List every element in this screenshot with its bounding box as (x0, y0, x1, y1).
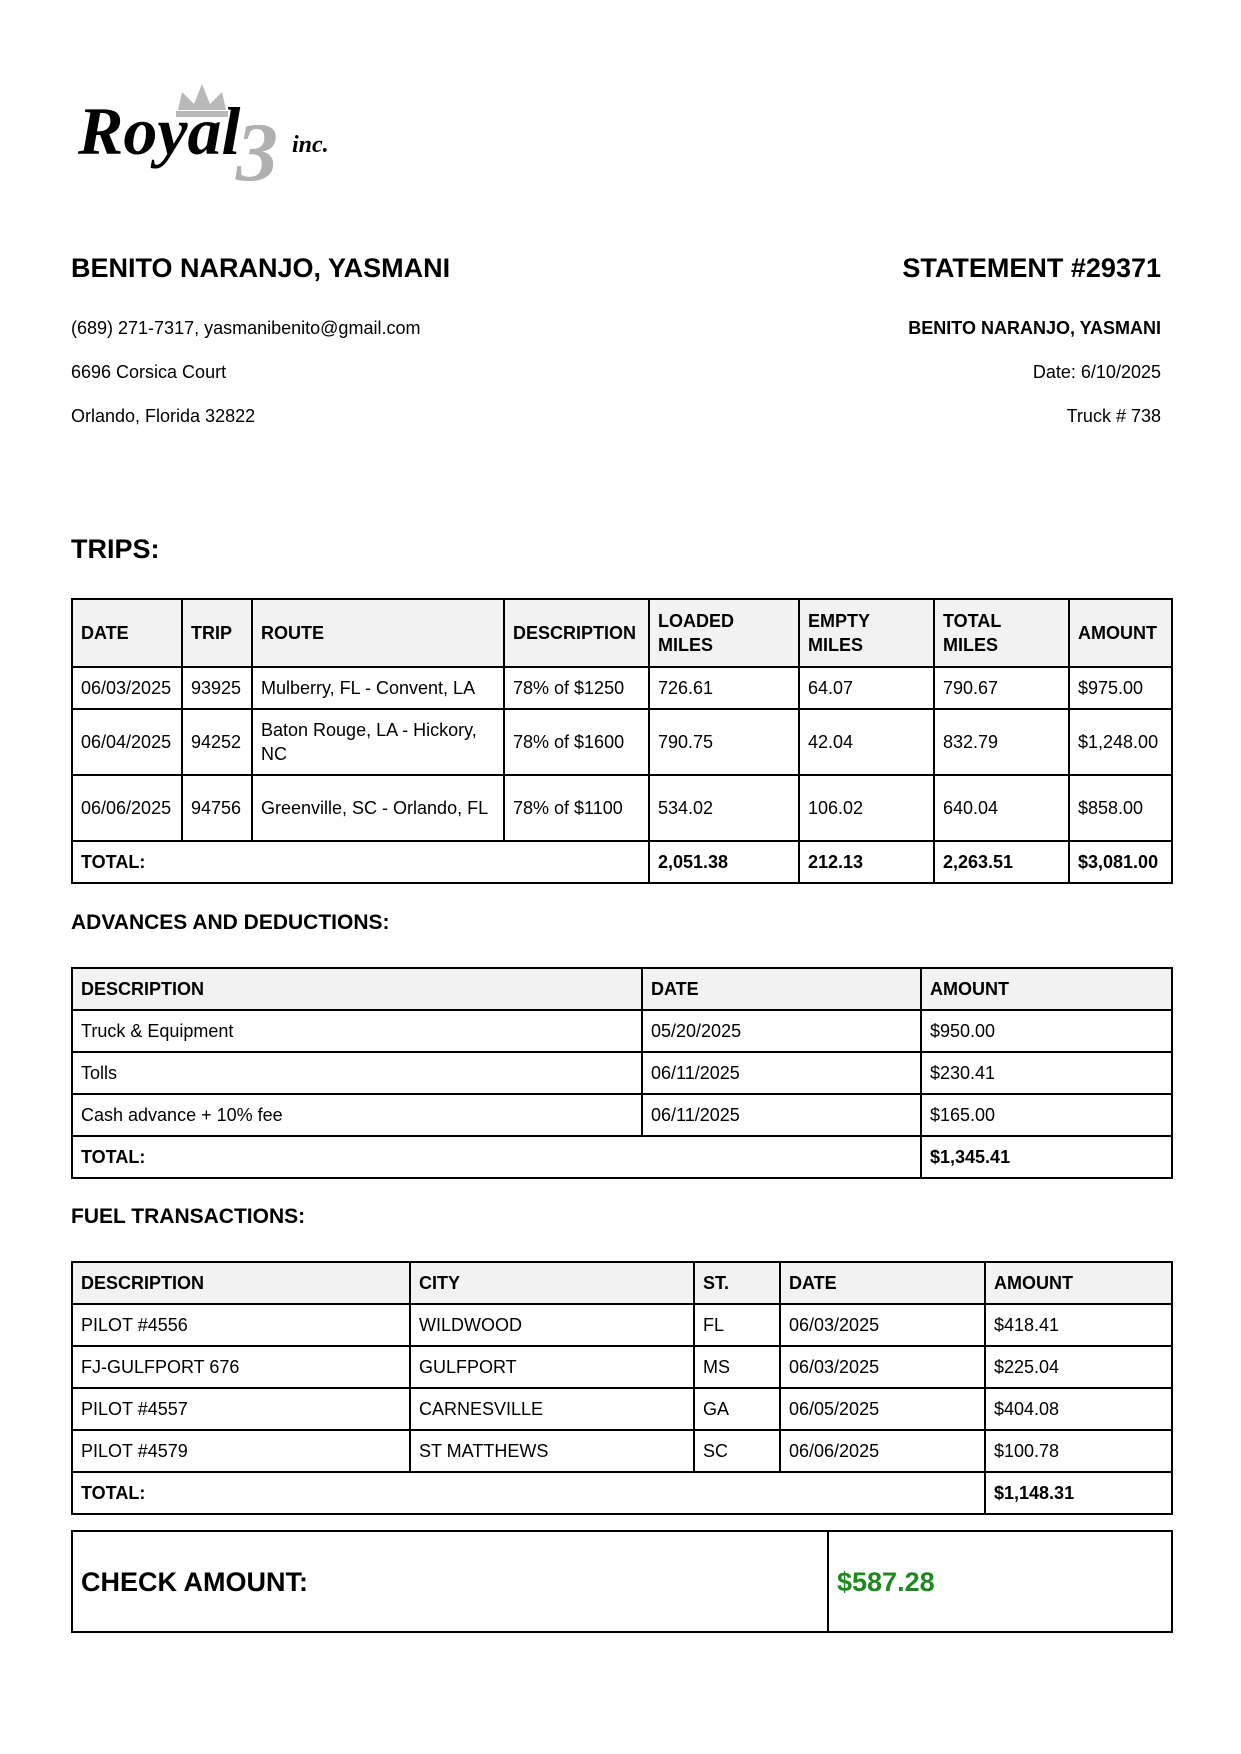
table-cell: 06/03/2025 (780, 1346, 985, 1388)
table-cell: $230.41 (921, 1052, 1172, 1094)
table-cell: 534.02 (649, 775, 799, 841)
logo-suffix: inc. (292, 132, 329, 158)
table-cell: PILOT #4556 (72, 1304, 410, 1346)
table-cell: $950.00 (921, 1010, 1172, 1052)
table-cell: 06/04/2025 (72, 709, 182, 775)
fuel-title: FUEL TRANSACTIONS: (71, 1205, 306, 1228)
column-header: DESCRIPTION (504, 599, 649, 667)
table-cell: PILOT #4579 (72, 1430, 410, 1472)
column-header: TOTAL MILES (934, 599, 1069, 667)
column-header: DATE (72, 599, 182, 667)
table-row (72, 1010, 1172, 1052)
table-cell: 64.07 (799, 667, 934, 709)
table-cell: $858.00 (1069, 775, 1172, 841)
total-empty-miles: 212.13 (799, 841, 934, 883)
advances-total-row (72, 1136, 1172, 1178)
table-cell: 640.04 (934, 775, 1069, 841)
table-cell: 06/06/2025 (72, 775, 182, 841)
table-cell: WILDWOOD (410, 1304, 694, 1346)
column-header: DESCRIPTION (72, 1262, 410, 1304)
check-amount-box (71, 1530, 1173, 1633)
table-cell: SC (694, 1430, 780, 1472)
statement-title: STATEMENT #29371 (902, 253, 1161, 283)
column-header: EMPTY MILES (799, 599, 934, 667)
column-header: AMOUNT (1069, 599, 1172, 667)
logo-text: Royal (78, 93, 241, 169)
column-header: DATE (642, 968, 921, 1010)
advances-table (71, 967, 1173, 1179)
table-cell: Truck & Equipment (72, 1010, 642, 1052)
column-header: ROUTE (252, 599, 504, 667)
table-row (72, 1388, 1172, 1430)
table-cell: 94756 (182, 775, 252, 841)
total-loaded-miles: 2,051.38 (649, 841, 799, 883)
column-header: DESCRIPTION (72, 968, 642, 1010)
table-cell: Baton Rouge, LA - Hickory, NC (252, 709, 504, 775)
driver-address-line1: 6696 Corsica Court (71, 362, 227, 382)
table-row (72, 1430, 1172, 1472)
table-cell: 42.04 (799, 709, 934, 775)
table-cell: 106.02 (799, 775, 934, 841)
table-cell: $100.78 (985, 1430, 1172, 1472)
column-header: ST. (694, 1262, 780, 1304)
total-miles: 2,263.51 (934, 841, 1069, 883)
table-cell: 94252 (182, 709, 252, 775)
table-cell: 78% of $1100 (504, 775, 649, 841)
company-logo (78, 78, 388, 198)
table-cell: Mulberry, FL - Convent, LA (252, 667, 504, 709)
table-cell: 06/03/2025 (72, 667, 182, 709)
table-cell: $225.04 (985, 1346, 1172, 1388)
table-row (72, 775, 1172, 841)
column-header: LOADED MILES (649, 599, 799, 667)
table-cell: 78% of $1600 (504, 709, 649, 775)
total-amount: $1,148.31 (985, 1472, 1172, 1514)
table-cell: 06/05/2025 (780, 1388, 985, 1430)
table-row (72, 667, 1172, 709)
trips-title: TRIPS: (71, 534, 160, 564)
table-cell: MS (694, 1346, 780, 1388)
fuel-total-row (72, 1472, 1172, 1514)
driver-name: BENITO NARANJO, YASMANI (71, 253, 451, 283)
table-cell: GULFPORT (410, 1346, 694, 1388)
table-row (72, 709, 1172, 775)
fuel-header-row (72, 1262, 1172, 1304)
table-cell: Tolls (72, 1052, 642, 1094)
statement-truck: Truck # 738 (1066, 406, 1161, 426)
check-amount-row (72, 1531, 1172, 1632)
table-cell: 06/11/2025 (642, 1094, 921, 1136)
trips-total-row (72, 841, 1172, 883)
table-cell: $165.00 (921, 1094, 1172, 1136)
table-cell: GA (694, 1388, 780, 1430)
table-cell: 06/11/2025 (642, 1052, 921, 1094)
driver-info (71, 248, 631, 449)
total-label: TOTAL: (72, 1472, 985, 1514)
total-label: TOTAL: (72, 1136, 921, 1178)
table-cell: $1,248.00 (1069, 709, 1172, 775)
table-cell: 790.75 (649, 709, 799, 775)
driver-contact: (689) 271-7317, yasmanibenito@gmail.com (71, 318, 421, 338)
table-cell: PILOT #4557 (72, 1388, 410, 1430)
table-cell: $975.00 (1069, 667, 1172, 709)
table-cell: 06/03/2025 (780, 1304, 985, 1346)
table-row (72, 1346, 1172, 1388)
table-cell: 726.61 (649, 667, 799, 709)
logo-number: 3 (236, 106, 278, 198)
advances-title: ADVANCES AND DEDUCTIONS: (71, 911, 390, 934)
table-cell: Cash advance + 10% fee (72, 1094, 642, 1136)
total-label: TOTAL: (72, 841, 649, 883)
trips-header-row (72, 599, 1172, 667)
statement-name: BENITO NARANJO, YASMANI (908, 318, 1161, 338)
table-cell: 93925 (182, 667, 252, 709)
column-header: CITY (410, 1262, 694, 1304)
table-cell: 832.79 (934, 709, 1069, 775)
table-cell: FL (694, 1304, 780, 1346)
table-cell: 790.67 (934, 667, 1069, 709)
total-amount: $3,081.00 (1069, 841, 1172, 883)
table-row (72, 1052, 1172, 1094)
table-cell: $418.41 (985, 1304, 1172, 1346)
statement-date: Date: 6/10/2025 (1032, 362, 1161, 382)
table-cell: 05/20/2025 (642, 1010, 921, 1052)
column-header: AMOUNT (921, 968, 1172, 1010)
advances-header-row (72, 968, 1172, 1010)
table-cell: 78% of $1250 (504, 667, 649, 709)
table-cell: CARNESVILLE (410, 1388, 694, 1430)
column-header: TRIP (182, 599, 252, 667)
statement-info (601, 248, 1161, 449)
table-cell: ST MATTHEWS (410, 1430, 694, 1472)
table-row (72, 1094, 1172, 1136)
column-header: AMOUNT (985, 1262, 1172, 1304)
table-cell: $404.08 (985, 1388, 1172, 1430)
check-amount-label: CHECK AMOUNT: (72, 1531, 828, 1632)
fuel-table (71, 1261, 1173, 1515)
table-cell: 06/06/2025 (780, 1430, 985, 1472)
total-amount: $1,345.41 (921, 1136, 1172, 1178)
table-cell: FJ-GULFPORT 676 (72, 1346, 410, 1388)
driver-address-line2: Orlando, Florida 32822 (71, 406, 256, 426)
check-amount-value: $587.28 (828, 1531, 1172, 1632)
table-cell: Greenville, SC - Orlando, FL (252, 775, 504, 841)
column-header: DATE (780, 1262, 985, 1304)
trips-table (71, 598, 1173, 884)
table-row (72, 1304, 1172, 1346)
